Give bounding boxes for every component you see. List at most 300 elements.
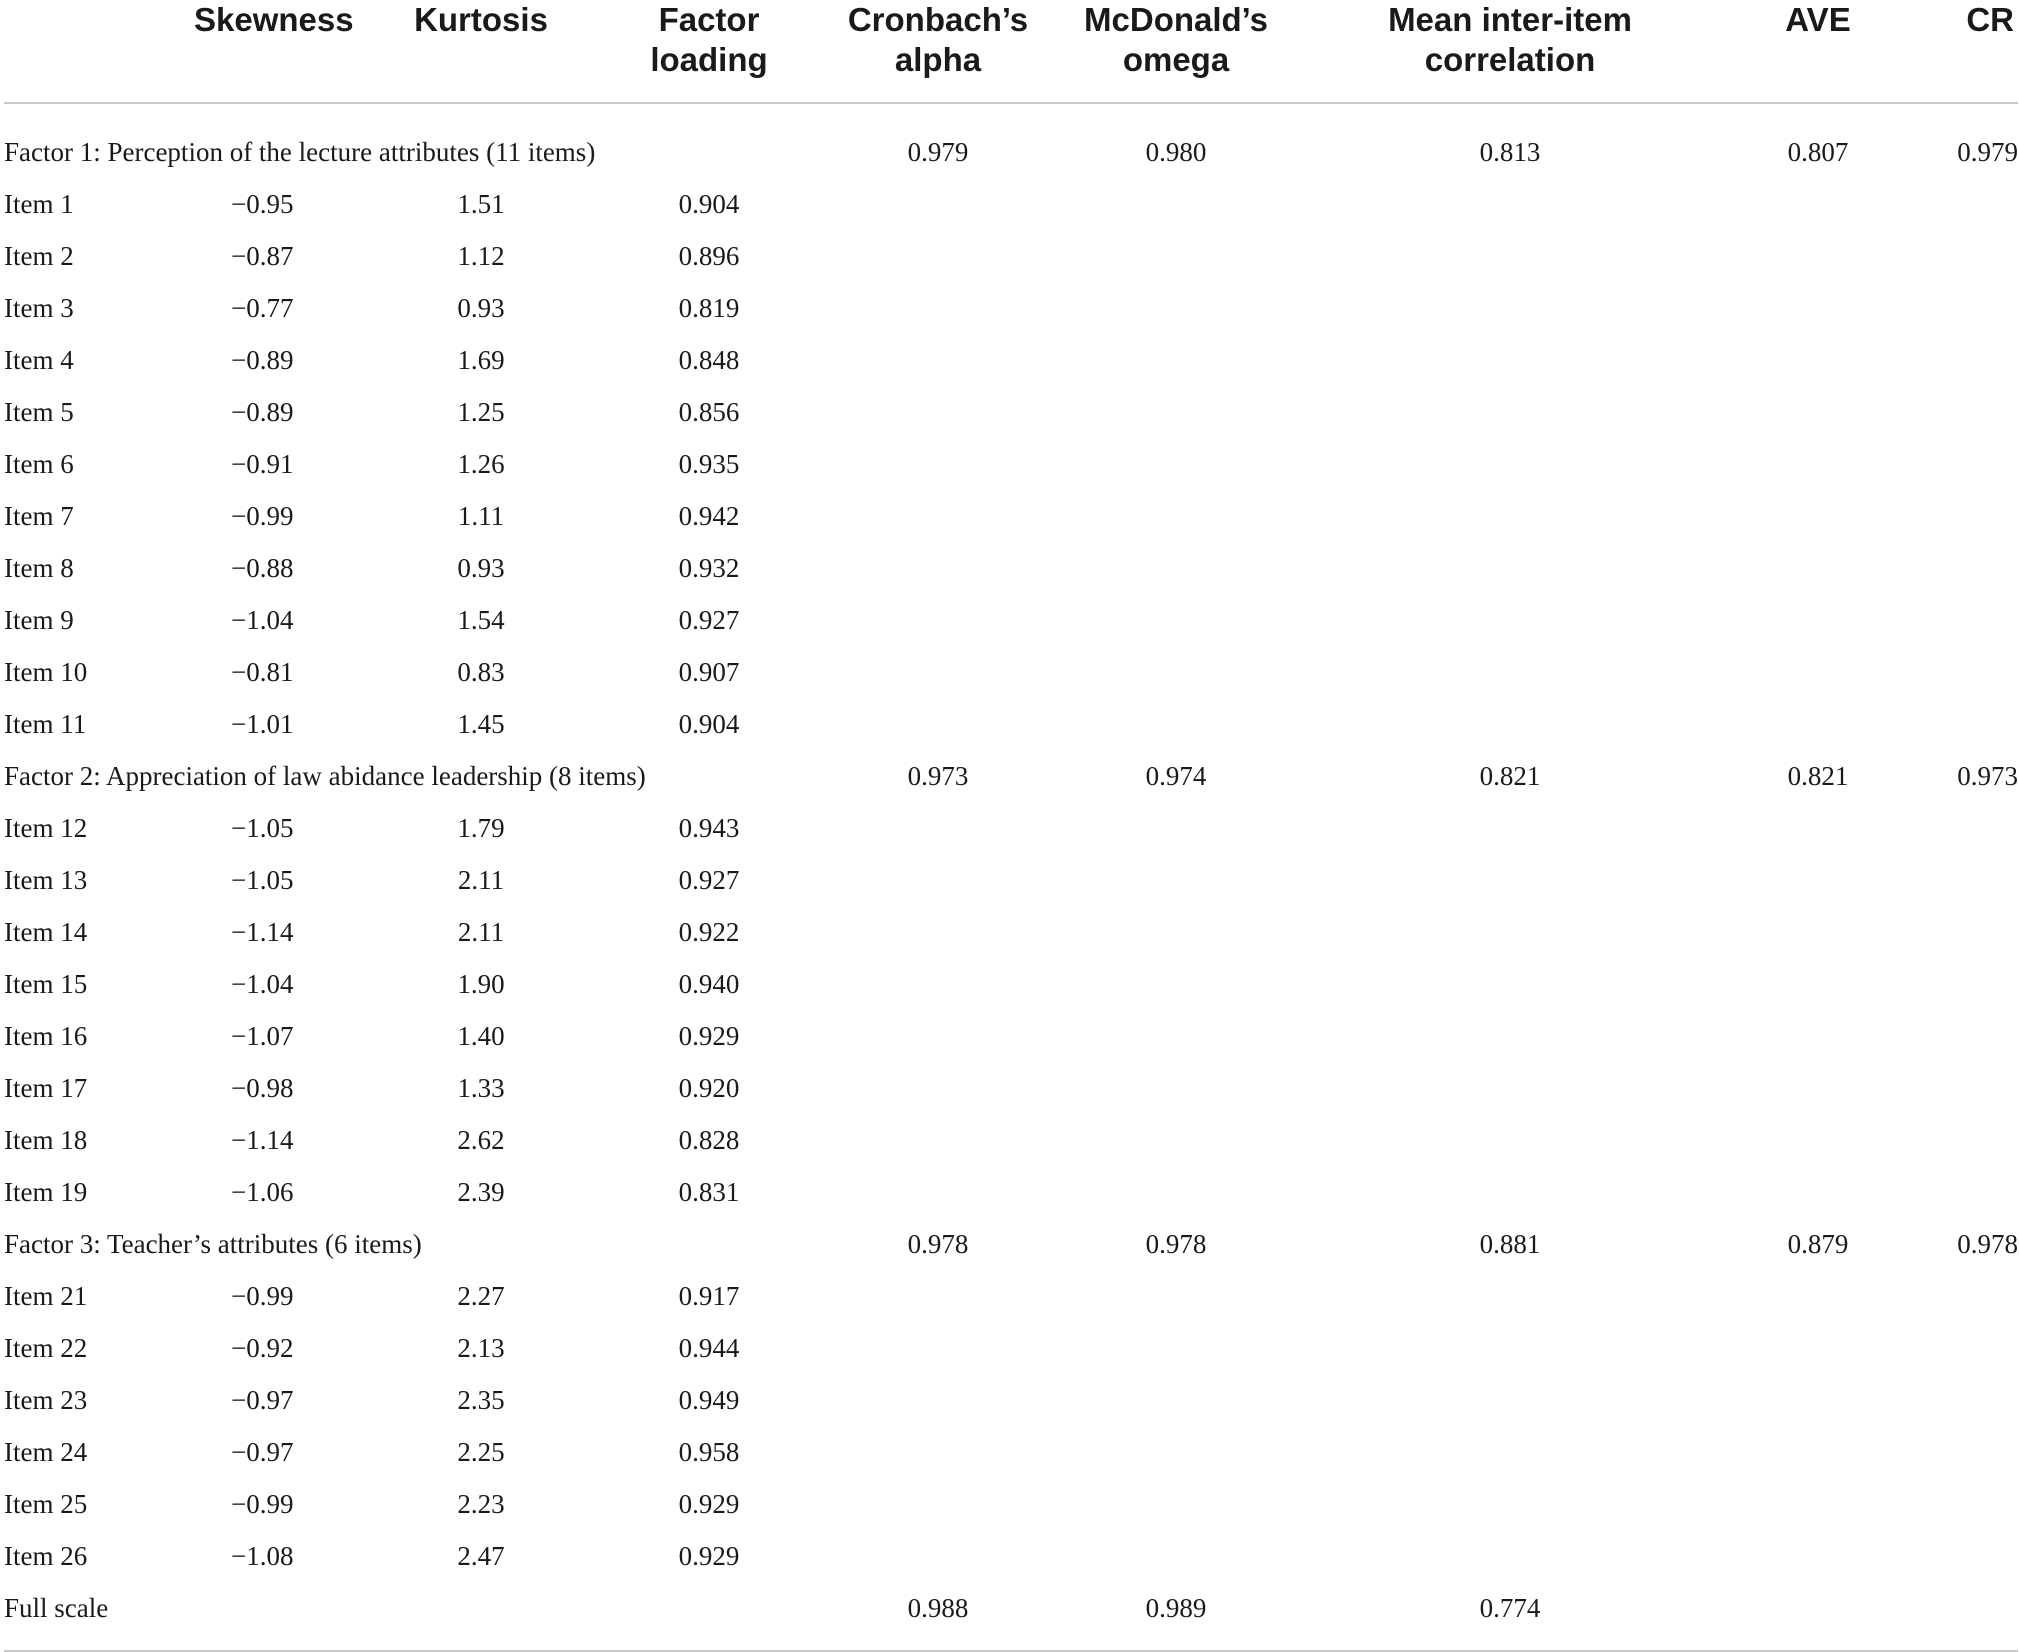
header-skewness-text: Skewness — [194, 1, 354, 38]
empty-cell — [1726, 542, 1910, 594]
empty-cell — [1294, 698, 1726, 750]
kurtosis-value: 0.93 — [457, 293, 505, 323]
empty-cell — [1910, 1062, 2018, 1114]
empty-cell — [1058, 282, 1294, 334]
factor-loading-value: 0.907 — [678, 657, 740, 687]
factor-loading-value: 0.856 — [678, 397, 740, 427]
empty-cell — [1058, 1114, 1294, 1166]
header-cr-text: CR — [1966, 1, 2014, 38]
skewness-value: −1.01 — [231, 709, 294, 739]
empty-cell — [1058, 1374, 1294, 1426]
mean-inter-item-correlation-value: 0.774 — [1294, 1582, 1726, 1651]
kurtosis-value: 1.12 — [457, 241, 505, 271]
factor-loading-value: 0.932 — [678, 553, 740, 583]
table-row — [4, 1426, 2018, 1478]
kurtosis-value: 1.11 — [457, 501, 505, 531]
empty-cell — [818, 1010, 1058, 1062]
empty-cell — [1910, 802, 2018, 854]
table-row — [4, 334, 2018, 386]
empty-cell — [1294, 906, 1726, 958]
factor-loading-value: 0.819 — [678, 293, 740, 323]
empty-cell — [1058, 438, 1294, 490]
factor-loading-value: 0.896 — [678, 241, 740, 271]
mean-inter-item-correlation-value: 0.881 — [1479, 1229, 1541, 1259]
item-label: Item 1 — [4, 189, 74, 219]
kurtosis-value: 1.45 — [457, 709, 505, 739]
empty-cell — [1294, 542, 1726, 594]
empty-cell — [1058, 542, 1294, 594]
skewness-value: −1.08 — [231, 1541, 294, 1571]
empty-cell — [1294, 594, 1726, 646]
empty-cell — [1294, 490, 1726, 542]
skewness-value: −1.07 — [231, 1021, 294, 1051]
empty-cell — [1058, 698, 1294, 750]
empty-cell — [818, 1530, 1058, 1582]
table-row — [4, 1374, 2018, 1426]
skewness-value: −1.14 — [231, 1125, 294, 1155]
empty-cell — [1058, 906, 1294, 958]
empty-cell — [1726, 334, 1910, 386]
item-label: Item 6 — [4, 449, 74, 479]
factor-label: Factor 2: Appreciation of law abidance leadership (8 items) — [4, 761, 646, 791]
factor-loading-value: 0.958 — [678, 1437, 740, 1467]
header-mean-iic-line1: Mean inter-item — [1388, 1, 1632, 38]
empty-cell — [818, 1270, 1058, 1322]
skewness-value: −0.95 — [231, 189, 294, 219]
empty-cell — [1726, 1166, 1910, 1218]
empty-cell — [1910, 490, 2018, 542]
cronbach-alpha-value: 0.973 — [907, 761, 969, 791]
empty-cell — [818, 1062, 1058, 1114]
kurtosis-value: 1.51 — [457, 189, 505, 219]
kurtosis-value: 1.33 — [457, 1073, 505, 1103]
item-label: Item 18 — [4, 1125, 88, 1155]
empty-cell — [1910, 334, 2018, 386]
full-scale-row — [4, 1582, 2018, 1651]
empty-cell — [1058, 1270, 1294, 1322]
empty-cell — [818, 1374, 1058, 1426]
item-label: Item 7 — [4, 501, 74, 531]
empty-cell — [1058, 1062, 1294, 1114]
empty-cell — [1058, 1322, 1294, 1374]
factor-row — [4, 750, 2018, 802]
cronbach-alpha-value: 0.979 — [907, 137, 969, 167]
item-label: Item 9 — [4, 605, 74, 635]
table-row — [4, 1114, 2018, 1166]
item-label: Item 2 — [4, 241, 74, 271]
table-row — [4, 646, 2018, 698]
cr-value: 0.979 — [1957, 137, 2018, 167]
empty-cell — [1726, 906, 1910, 958]
factor-loading-value: 0.904 — [678, 709, 740, 739]
item-label: Item 22 — [4, 1333, 88, 1363]
empty-cell — [1726, 594, 1910, 646]
factor-loading-value: 0.904 — [678, 189, 740, 219]
table-row — [4, 230, 2018, 282]
empty-cell — [1910, 1478, 2018, 1530]
header-row — [4, 0, 2018, 103]
kurtosis-value: 2.23 — [457, 1489, 505, 1519]
empty-cell — [1294, 1426, 1726, 1478]
empty-cell — [1910, 1322, 2018, 1374]
empty-cell — [1726, 1062, 1910, 1114]
table-row — [4, 1166, 2018, 1218]
empty-cell — [1910, 698, 2018, 750]
header-mean-inter-item-correlation — [1294, 0, 1726, 103]
table-row — [4, 958, 2018, 1010]
factor-loading-value: 0.927 — [678, 605, 740, 635]
cr-value: 0.973 — [1957, 761, 2018, 791]
kurtosis-value: 1.69 — [457, 345, 505, 375]
header-cronbach-line1: Cronbach’s — [847, 1, 1029, 38]
skewness-value: −0.99 — [231, 501, 294, 531]
empty-cell — [1726, 1010, 1910, 1062]
factor-loading-value: 0.949 — [678, 1385, 740, 1415]
item-label: Item 24 — [4, 1437, 88, 1467]
empty-cell — [1910, 386, 2018, 438]
skewness-value: −1.05 — [231, 865, 294, 895]
header-factor-loading-line1: Factor — [658, 1, 760, 38]
skewness-value: −0.81 — [231, 657, 294, 687]
empty-cell — [1294, 386, 1726, 438]
table-row — [4, 906, 2018, 958]
empty-cell — [1910, 1270, 2018, 1322]
empty-cell — [818, 334, 1058, 386]
empty-cell — [1910, 1530, 2018, 1582]
empty-cell — [1058, 490, 1294, 542]
skewness-value: −0.99 — [231, 1281, 294, 1311]
table-row — [4, 438, 2018, 490]
header-cronbach-line2: alpha — [894, 41, 982, 78]
empty-cell — [1294, 230, 1726, 282]
item-label: Item 10 — [4, 657, 88, 687]
empty-cell — [818, 178, 1058, 230]
factor-row — [4, 1218, 2018, 1270]
factor-loading-value: 0.929 — [678, 1489, 740, 1519]
empty-cell — [1294, 646, 1726, 698]
table-row — [4, 698, 2018, 750]
empty-cell — [1058, 802, 1294, 854]
kurtosis-value: 1.25 — [457, 397, 505, 427]
empty-cell — [1726, 230, 1910, 282]
kurtosis-value: 2.11 — [457, 865, 505, 895]
header-mcdonald-line1: McDonald’s — [1084, 1, 1268, 38]
empty-cell — [1726, 958, 1910, 1010]
empty-cell — [1910, 230, 2018, 282]
empty-cell — [1910, 1374, 2018, 1426]
kurtosis-value: 2.47 — [457, 1541, 505, 1571]
empty-cell — [1726, 490, 1910, 542]
empty-cell — [818, 490, 1058, 542]
cronbach-alpha-value: 0.988 — [818, 1582, 1058, 1651]
skewness-value: −1.04 — [231, 605, 294, 635]
empty-cell — [818, 1322, 1058, 1374]
kurtosis-value: 1.26 — [457, 449, 505, 479]
empty-cell — [1294, 1062, 1726, 1114]
empty-cell — [1058, 646, 1294, 698]
empty-cell — [1726, 178, 1910, 230]
factor-label: Factor 3: Teacher’s attributes (6 items) — [4, 1229, 422, 1259]
factor-loading-value: 0.920 — [678, 1073, 740, 1103]
empty-cell — [1726, 854, 1910, 906]
table-row — [4, 1062, 2018, 1114]
kurtosis-value: 2.27 — [457, 1281, 505, 1311]
empty-cell — [1910, 594, 2018, 646]
table-row — [4, 178, 2018, 230]
empty-cell — [818, 386, 1058, 438]
empty-cell — [1294, 1270, 1726, 1322]
empty-cell — [1058, 1010, 1294, 1062]
empty-cell — [1726, 646, 1910, 698]
factor-loading-value: 0.927 — [678, 865, 740, 895]
ave-value: 0.807 — [1787, 137, 1849, 167]
item-label: Item 26 — [4, 1541, 88, 1571]
empty-cell — [1726, 1530, 1910, 1582]
mcdonald-omega-value: 0.989 — [1058, 1582, 1294, 1651]
empty-cell — [1058, 854, 1294, 906]
kurtosis-value: 0.83 — [457, 657, 505, 687]
skewness-value: −0.97 — [231, 1437, 294, 1467]
empty-cell — [818, 906, 1058, 958]
table-row — [4, 1530, 2018, 1582]
empty-cell — [1058, 1166, 1294, 1218]
mean-inter-item-correlation-value: 0.813 — [1479, 137, 1541, 167]
item-label: Item 25 — [4, 1489, 88, 1519]
table-row — [4, 1010, 2018, 1062]
empty-cell — [1294, 1322, 1726, 1374]
cronbach-alpha-value: 0.978 — [907, 1229, 969, 1259]
empty-cell — [1910, 1582, 2018, 1651]
empty-cell — [818, 854, 1058, 906]
skewness-value: −0.77 — [231, 293, 294, 323]
empty-cell — [1910, 906, 2018, 958]
empty-cell — [1726, 1114, 1910, 1166]
item-label: Item 13 — [4, 865, 88, 895]
empty-cell — [1726, 1270, 1910, 1322]
empty-cell — [818, 1426, 1058, 1478]
empty-cell — [1294, 178, 1726, 230]
factor-loading-value: 0.935 — [678, 449, 740, 479]
table-row — [4, 1478, 2018, 1530]
empty-cell — [818, 958, 1058, 1010]
header-ave — [1726, 0, 1910, 103]
cr-value: 0.978 — [1957, 1229, 2018, 1259]
item-label: Item 19 — [4, 1177, 88, 1207]
table-body — [4, 103, 2018, 1651]
table-row — [4, 542, 2018, 594]
mean-inter-item-correlation-value: 0.821 — [1479, 761, 1541, 791]
skewness-value: −0.89 — [231, 397, 294, 427]
factor-loading-value: 0.929 — [678, 1541, 740, 1571]
factor-label: Factor 1: Perception of the lecture attributes (11 items) — [4, 137, 596, 167]
empty-cell — [1058, 386, 1294, 438]
empty-cell — [1910, 1426, 2018, 1478]
factor-loading-value: 0.929 — [678, 1021, 740, 1051]
table-header — [4, 0, 2018, 103]
skewness-value: −0.88 — [231, 553, 294, 583]
empty-cell — [1294, 802, 1726, 854]
empty-cell — [1726, 1426, 1910, 1478]
factor-row — [4, 103, 2018, 178]
kurtosis-value: 0.93 — [457, 553, 505, 583]
item-label: Item 17 — [4, 1073, 88, 1103]
kurtosis-value: 1.79 — [457, 813, 505, 843]
table-row — [4, 282, 2018, 334]
header-item-blank — [4, 0, 194, 103]
empty-cell — [1910, 1114, 2018, 1166]
item-label: Item 16 — [4, 1021, 88, 1051]
header-cr — [1910, 0, 2018, 103]
empty-cell — [1726, 1478, 1910, 1530]
skewness-value: −1.04 — [231, 969, 294, 999]
empty-cell — [1058, 958, 1294, 1010]
empty-cell — [818, 698, 1058, 750]
header-factor-loading-line2: loading — [650, 41, 768, 78]
empty-cell — [1726, 1582, 1910, 1651]
kurtosis-value: 2.25 — [457, 1437, 505, 1467]
empty-cell — [1910, 958, 2018, 1010]
factor-loading-value: 0.828 — [678, 1125, 740, 1155]
header-mcdonald-omega — [1058, 0, 1294, 103]
table-row — [4, 386, 2018, 438]
skewness-value: −0.92 — [231, 1333, 294, 1363]
skewness-value: −0.98 — [231, 1073, 294, 1103]
skewness-value: −0.97 — [231, 1385, 294, 1415]
empty-cell — [1910, 542, 2018, 594]
factor-loading-value: 0.942 — [678, 501, 740, 531]
item-label: Item 21 — [4, 1281, 88, 1311]
empty-cell — [1726, 438, 1910, 490]
empty-cell — [1058, 334, 1294, 386]
table-row — [4, 490, 2018, 542]
empty-cell — [818, 802, 1058, 854]
empty-cell — [1294, 282, 1726, 334]
empty-cell — [1726, 386, 1910, 438]
empty-cell — [1726, 1322, 1910, 1374]
full-scale-label: Full scale — [4, 1582, 818, 1651]
factor-loading-value: 0.917 — [678, 1281, 740, 1311]
skewness-value: −1.05 — [231, 813, 294, 843]
empty-cell — [818, 542, 1058, 594]
factor-loading-value: 0.943 — [678, 813, 740, 843]
empty-cell — [1910, 282, 2018, 334]
factor-loading-value: 0.944 — [678, 1333, 740, 1363]
reliability-table — [4, 0, 2018, 1652]
kurtosis-value: 2.39 — [457, 1177, 505, 1207]
header-mcdonald-line2: omega — [1122, 41, 1230, 78]
table-row — [4, 594, 2018, 646]
kurtosis-value: 1.90 — [457, 969, 505, 999]
header-kurtosis-text: Kurtosis — [414, 1, 548, 38]
kurtosis-value: 2.11 — [457, 917, 505, 947]
empty-cell — [1910, 854, 2018, 906]
empty-cell — [1058, 594, 1294, 646]
empty-cell — [1294, 958, 1726, 1010]
skewness-value: −0.91 — [231, 449, 294, 479]
empty-cell — [1294, 1010, 1726, 1062]
empty-cell — [818, 1114, 1058, 1166]
empty-cell — [1910, 438, 2018, 490]
skewness-value: −1.06 — [231, 1177, 294, 1207]
item-label: Item 14 — [4, 917, 88, 947]
empty-cell — [1294, 1478, 1726, 1530]
empty-cell — [818, 438, 1058, 490]
mcdonald-omega-value: 0.978 — [1145, 1229, 1207, 1259]
skewness-value: −1.14 — [231, 917, 294, 947]
empty-cell — [1726, 698, 1910, 750]
header-ave-text: AVE — [1785, 1, 1851, 38]
empty-cell — [1058, 1478, 1294, 1530]
kurtosis-value: 1.40 — [457, 1021, 505, 1051]
empty-cell — [1058, 178, 1294, 230]
table-row — [4, 802, 2018, 854]
ave-value: 0.821 — [1787, 761, 1849, 791]
kurtosis-value: 2.35 — [457, 1385, 505, 1415]
empty-cell — [1294, 854, 1726, 906]
ave-value: 0.879 — [1787, 1229, 1849, 1259]
mcdonald-omega-value: 0.980 — [1145, 137, 1207, 167]
skewness-value: −0.99 — [231, 1489, 294, 1519]
factor-loading-value: 0.848 — [678, 345, 740, 375]
empty-cell — [1910, 646, 2018, 698]
item-label: Item 15 — [4, 969, 88, 999]
table-row — [4, 1270, 2018, 1322]
item-label: Item 5 — [4, 397, 74, 427]
header-cronbach-alpha — [818, 0, 1058, 103]
empty-cell — [1910, 178, 2018, 230]
table-row — [4, 1322, 2018, 1374]
empty-cell — [818, 282, 1058, 334]
empty-cell — [1058, 1530, 1294, 1582]
empty-cell — [1294, 438, 1726, 490]
empty-cell — [1294, 1166, 1726, 1218]
empty-cell — [1726, 1374, 1910, 1426]
mcdonald-omega-value: 0.974 — [1145, 761, 1207, 791]
header-factor-loading — [600, 0, 818, 103]
empty-cell — [818, 646, 1058, 698]
factor-loading-value: 0.922 — [678, 917, 740, 947]
empty-cell — [818, 1166, 1058, 1218]
empty-cell — [1726, 282, 1910, 334]
kurtosis-value: 2.13 — [457, 1333, 505, 1363]
empty-cell — [1294, 1530, 1726, 1582]
empty-cell — [1294, 1114, 1726, 1166]
item-label: Item 4 — [4, 345, 74, 375]
item-label: Item 11 — [4, 709, 87, 739]
kurtosis-value: 1.54 — [457, 605, 505, 635]
factor-loading-value: 0.831 — [678, 1177, 740, 1207]
skewness-value: −0.87 — [231, 241, 294, 271]
skewness-value: −0.89 — [231, 345, 294, 375]
header-skewness — [194, 0, 362, 103]
item-label: Item 12 — [4, 813, 88, 843]
table-row — [4, 854, 2018, 906]
empty-cell — [1058, 230, 1294, 282]
empty-cell — [818, 230, 1058, 282]
empty-cell — [818, 1478, 1058, 1530]
empty-cell — [1726, 802, 1910, 854]
item-label: Item 3 — [4, 293, 74, 323]
factor-loading-value: 0.940 — [678, 969, 740, 999]
empty-cell — [1294, 334, 1726, 386]
header-kurtosis — [362, 0, 600, 103]
item-label: Item 8 — [4, 553, 74, 583]
kurtosis-value: 2.62 — [457, 1125, 505, 1155]
empty-cell — [1910, 1010, 2018, 1062]
empty-cell — [1294, 1374, 1726, 1426]
item-label: Item 23 — [4, 1385, 88, 1415]
empty-cell — [1910, 1166, 2018, 1218]
